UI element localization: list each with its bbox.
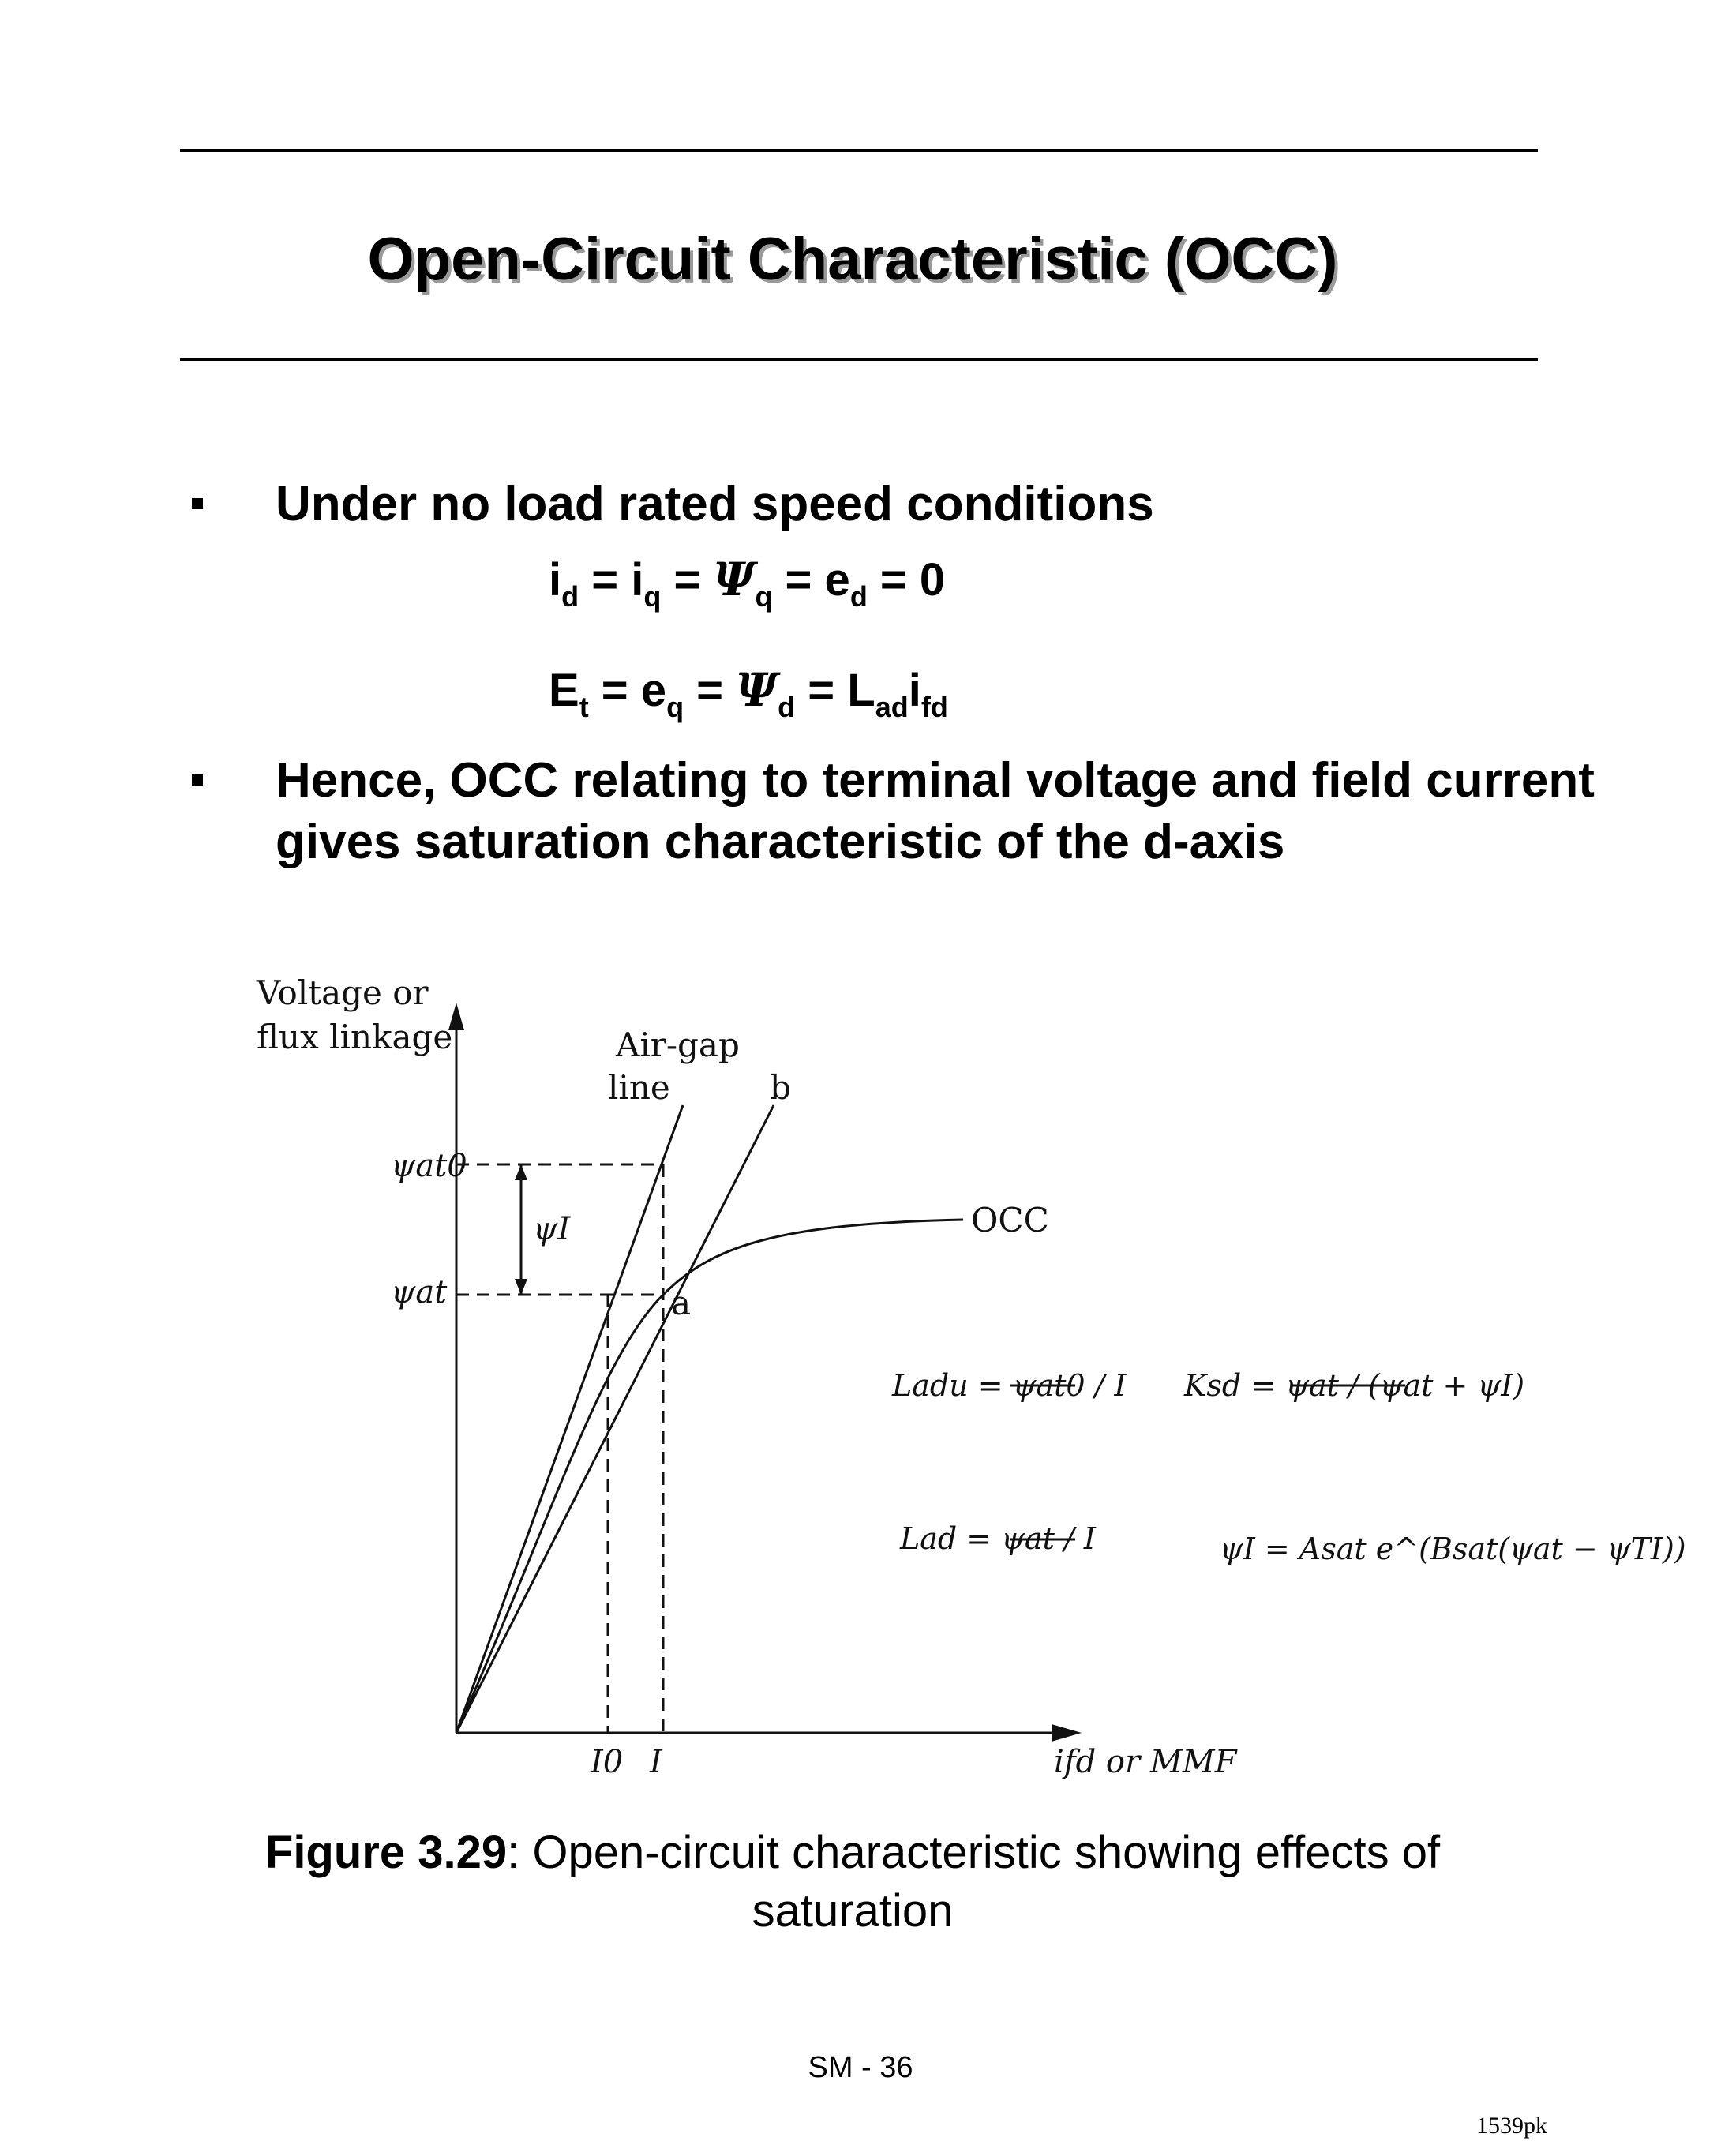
psi-I-arrow-up (515, 1164, 527, 1180)
bullet-marker (192, 498, 203, 509)
b-label: b (770, 1068, 791, 1107)
caption-text: : Open-circuit characteristic showing effects of saturation (507, 1827, 1441, 1937)
slide-code: 1539pk (1476, 2113, 1547, 2139)
formula-lad: Lad = ψat / I (900, 1521, 1096, 1556)
x-tick-I: I (650, 1744, 662, 1780)
equation-2: $E_t = e_q = \Psi_d = L_{ad}i_{fd}$ (549, 663, 948, 723)
line-b (456, 1105, 774, 1733)
air-gap-label-1: Air-gap (616, 1026, 740, 1064)
x-axis-arrow (1052, 1724, 1082, 1742)
caption-figure-number: Figure 3.29 (264, 1827, 508, 1878)
figure-caption (189, 1824, 1516, 1940)
psi-I-arrow-down (515, 1279, 527, 1295)
bullet-text-1: Under no load rated speed conditions (276, 477, 1154, 531)
psi-at0-label: ψat0 (391, 1148, 467, 1184)
occ-label: OCC (971, 1201, 1049, 1239)
bullet-text-2: Hence, OCC relating to terminal voltage and field current gives saturation characteristic of the d-axis (276, 753, 1595, 869)
y-axis-label-1: Voltage or (257, 973, 429, 1012)
occ-curve (456, 1220, 963, 1733)
psi-I-label: ψI (533, 1211, 571, 1247)
formula-psi-I: ψI = Asat e^(Bsat(ψat − ψTI)) (1220, 1532, 1686, 1566)
bullet-marker (192, 774, 203, 786)
a-label: a (671, 1284, 692, 1322)
page-title: Open-Circuit Characteristic (OCC) (367, 226, 1338, 293)
psi-at-label: ψat (391, 1274, 448, 1310)
formula-ksd: Ksd = ψat / (ψat + ψI) (1184, 1368, 1525, 1403)
x-axis-label: ifd or MMF (1054, 1744, 1237, 1780)
air-gap-line (456, 1105, 683, 1733)
top-rule (180, 149, 1538, 152)
occ-figure (237, 963, 1686, 1780)
title-bottom-rule (180, 358, 1538, 361)
formula-ladu: Ladu = ψat0 / I (892, 1368, 1127, 1403)
x-tick-I0: I0 (591, 1744, 624, 1780)
y-axis-label-2: flux linkage (257, 1018, 453, 1056)
equation-1: $i_d = i_q = \Psi_q = e_d = 0$ (549, 553, 946, 613)
page-footer: SM - 36 (808, 2051, 913, 2084)
air-gap-label-2: line (608, 1068, 670, 1107)
